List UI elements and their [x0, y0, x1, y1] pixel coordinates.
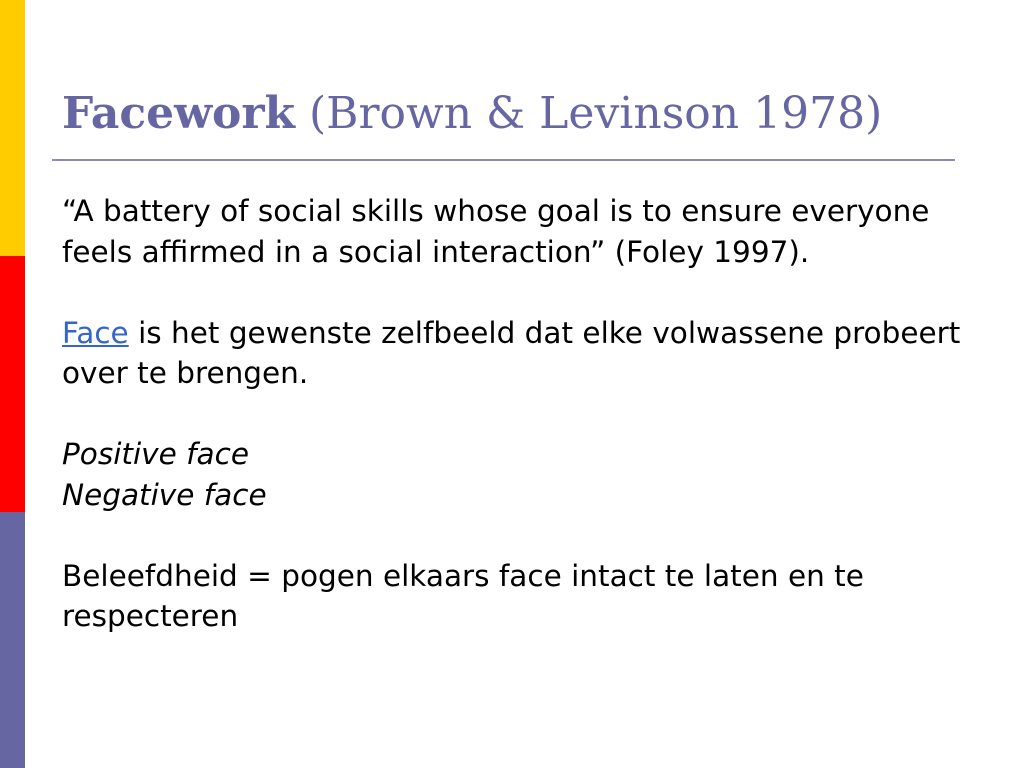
face-definition-paragraph: [62, 313, 962, 394]
title-bold-part: Facework: [62, 88, 296, 139]
title-citation: (Brown & Levinson 1978): [295, 88, 883, 139]
accent-bar-blue: [0, 512, 25, 768]
face-definition-text: is het gewenste zelfbeeld dat elke volwassene probeert over te brengen.: [62, 315, 961, 390]
negative-face-item: Negative face: [62, 477, 267, 512]
face-link[interactable]: Face: [62, 315, 129, 350]
spacer: [62, 394, 962, 435]
quote-paragraph: “A battery of social skills whose goal is to ensure everyone feels affirmed in a social interaction” (Foley 1997).: [62, 194, 930, 269]
slide-body: [62, 191, 962, 637]
spacer: [62, 515, 962, 556]
accent-bar-yellow: [0, 0, 25, 256]
slide-title: [62, 88, 882, 141]
title-divider: [52, 159, 955, 161]
accent-bar-red: [0, 256, 25, 512]
politeness-paragraph: Beleefdheid = pogen elkaars face intact te laten en te respecteren: [62, 558, 864, 633]
spacer: [62, 272, 962, 313]
positive-face-item: Positive face: [62, 437, 249, 471]
